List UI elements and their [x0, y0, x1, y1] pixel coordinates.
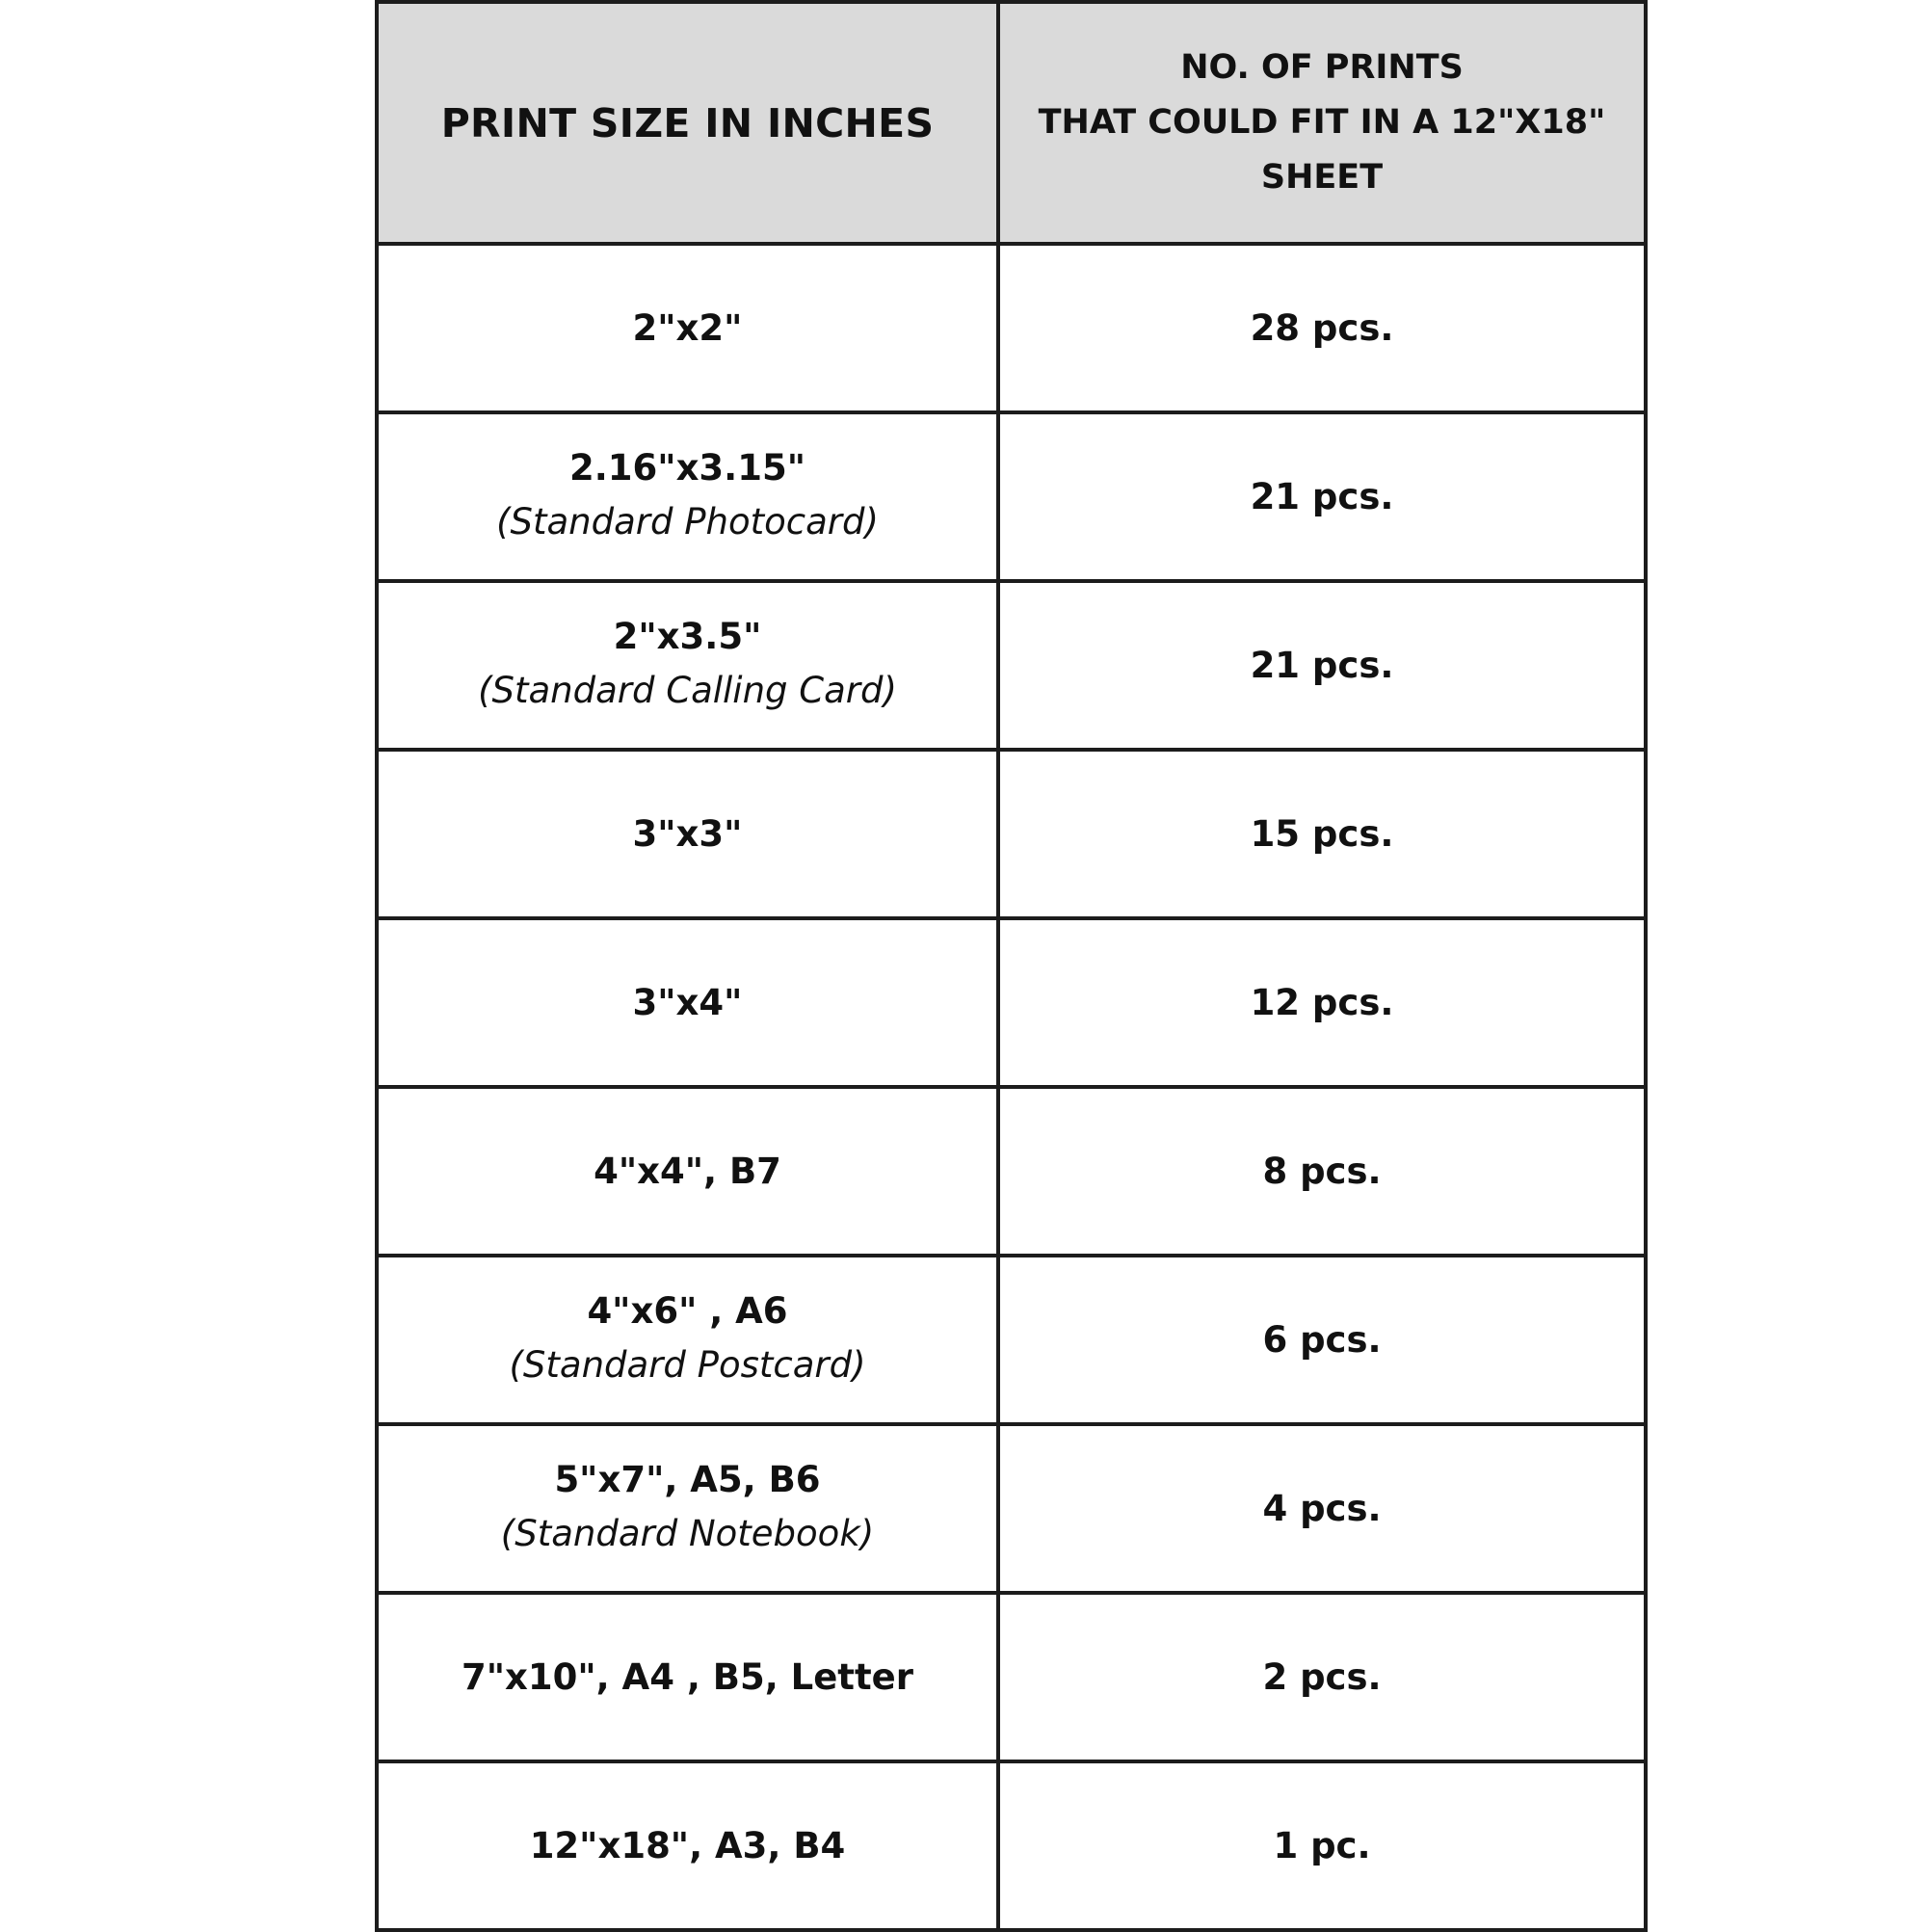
size-note: (Standard Calling Card) [478, 669, 897, 711]
size-cell [377, 1256, 998, 1424]
header-print-count [998, 2, 1646, 244]
size-value: 4"x6" , A6 [587, 1289, 788, 1332]
header-print-count-label [1000, 40, 1644, 205]
count-cell [998, 1256, 1646, 1424]
size-cell [377, 1761, 998, 1930]
table-row [377, 1593, 1646, 1761]
count-value: 21 pcs. [1250, 645, 1394, 686]
size-value: 2"x3.5" [613, 615, 762, 657]
size-cell [377, 412, 998, 581]
size-cell [377, 918, 998, 1087]
table-row [377, 244, 1646, 412]
table-row [377, 1424, 1646, 1593]
table-row [377, 1087, 1646, 1256]
table-row [377, 581, 1646, 750]
table-row [377, 918, 1646, 1087]
header-print-size-label: PRINT SIZE IN INCHES [440, 99, 935, 146]
size-cell [377, 1087, 998, 1256]
header-print-size [377, 2, 998, 244]
count-value: 21 pcs. [1250, 476, 1394, 517]
count-value: 28 pcs. [1250, 307, 1394, 349]
count-value: 8 pcs. [1262, 1151, 1382, 1192]
size-value: 3"x4" [632, 981, 743, 1023]
size-value: 7"x10", A4 , B5, Letter [461, 1655, 914, 1698]
size-note: (Standard Notebook) [500, 1512, 875, 1554]
table-row [377, 412, 1646, 581]
size-cell [377, 750, 998, 918]
size-value: 12"x18", A3, B4 [529, 1824, 846, 1866]
size-value: 4"x4", B7 [594, 1150, 781, 1192]
size-cell [377, 244, 998, 412]
header-count-line-2: THAT COULD FIT IN A 12"X18" [1038, 103, 1606, 142]
count-cell [998, 581, 1646, 750]
count-cell [998, 1761, 1646, 1930]
print-size-table [375, 0, 1648, 1932]
table-row [377, 1761, 1646, 1930]
size-cell [377, 1424, 998, 1593]
count-value: 4 pcs. [1262, 1488, 1382, 1529]
table-row [377, 1256, 1646, 1424]
size-value: 2.16"x3.15" [569, 446, 805, 489]
count-value: 6 pcs. [1262, 1319, 1382, 1361]
count-cell [998, 1424, 1646, 1593]
count-cell [998, 412, 1646, 581]
size-value: 2"x2" [632, 306, 743, 349]
header-count-line-1: NO. OF PRINTS [1180, 48, 1464, 87]
count-cell [998, 1593, 1646, 1761]
size-value: 5"x7", A5, B6 [554, 1458, 821, 1500]
count-cell [998, 1087, 1646, 1256]
count-value: 15 pcs. [1250, 813, 1394, 855]
count-cell [998, 244, 1646, 412]
header-count-line-3: SHEET [1260, 158, 1384, 197]
count-value: 1 pc. [1273, 1825, 1371, 1866]
size-cell [377, 581, 998, 750]
header-row [377, 2, 1646, 244]
count-cell [998, 918, 1646, 1087]
count-value: 2 pcs. [1262, 1656, 1382, 1698]
count-value: 12 pcs. [1250, 982, 1394, 1023]
count-cell [998, 750, 1646, 918]
size-note: (Standard Postcard) [509, 1343, 866, 1386]
size-note: (Standard Photocard) [496, 500, 879, 543]
size-cell [377, 1593, 998, 1761]
table-row [377, 750, 1646, 918]
size-value: 3"x3" [632, 812, 743, 855]
